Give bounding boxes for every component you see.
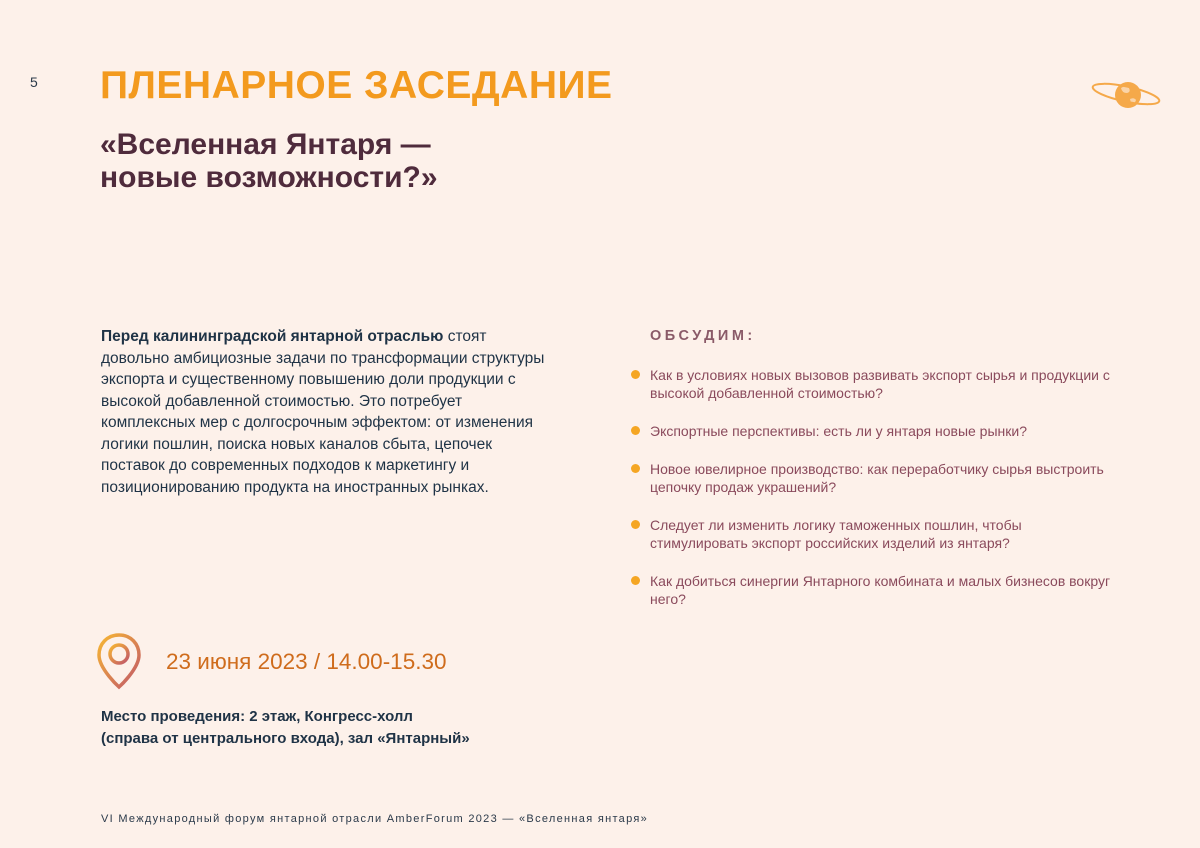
- bullet-dot-icon: [631, 576, 640, 585]
- session-subtitle: [100, 128, 438, 194]
- page-number: 5: [30, 74, 38, 90]
- bullet-dot-icon: [631, 370, 640, 379]
- discuss-item: Новое ювелирное производство: как переработчику сырья выстроить цепочку продаж украшений?: [631, 460, 1121, 496]
- discuss-item: Экспортные перспективы: есть ли у янтаря новые рынки?: [631, 422, 1121, 440]
- page-title: ПЛЕНАРНОЕ ЗАСЕДАНИЕ: [100, 64, 613, 107]
- discuss-item: Как в условиях новых вызовов развивать экспорт сырья и продукции с высокой добавленной стоимостью?: [631, 366, 1121, 402]
- venue-line-1: Место проведения: 2 этаж, Конгресс-холл: [101, 708, 413, 725]
- intro-body: стоят довольно амбициозные задачи по трансформации структуры экспорта и существенному повышению доли продукции с высокой добавленной стоимостью. Это потребует комплексных мер с долгосрочным эффектом: от изменения логики пошлин, поиска новых каналов сбыта, цепочек поставок до современных подходов к маркетингу и позиционированию продукта на иностранных рынках.: [101, 328, 545, 496]
- intro-paragraph: [101, 326, 551, 498]
- footer-text: VI Международный форум янтарной отрасли AmberForum 2023 — «Вселенная янтаря»: [101, 813, 649, 825]
- discuss-list: [631, 366, 1121, 628]
- discuss-item: Как добиться синергии Янтарного комбината и малых бизнесов вокруг него?: [631, 572, 1121, 608]
- planet-logo-icon: [1088, 74, 1164, 114]
- bullet-dot-icon: [631, 426, 640, 435]
- discuss-heading: ОБСУДИМ:: [650, 328, 756, 344]
- subtitle-line-2: новые возможности?»: [100, 161, 438, 194]
- intro-lead: Перед калининградской янтарной отраслью: [101, 328, 444, 345]
- venue-line-2: (справа от центрального входа), зал «Янтарный»: [101, 730, 470, 747]
- event-venue: [101, 706, 470, 750]
- discuss-item: Следует ли изменить логику таможенных пошлин, чтобы стимулировать экспорт российских изделий из янтаря?: [631, 516, 1121, 552]
- event-datetime: 23 июня 2023 / 14.00-15.30: [166, 649, 447, 674]
- bullet-dot-icon: [631, 520, 640, 529]
- subtitle-line-1: «Вселенная Янтаря —: [100, 128, 431, 161]
- location-pin-icon: [95, 632, 143, 690]
- bullet-dot-icon: [631, 464, 640, 473]
